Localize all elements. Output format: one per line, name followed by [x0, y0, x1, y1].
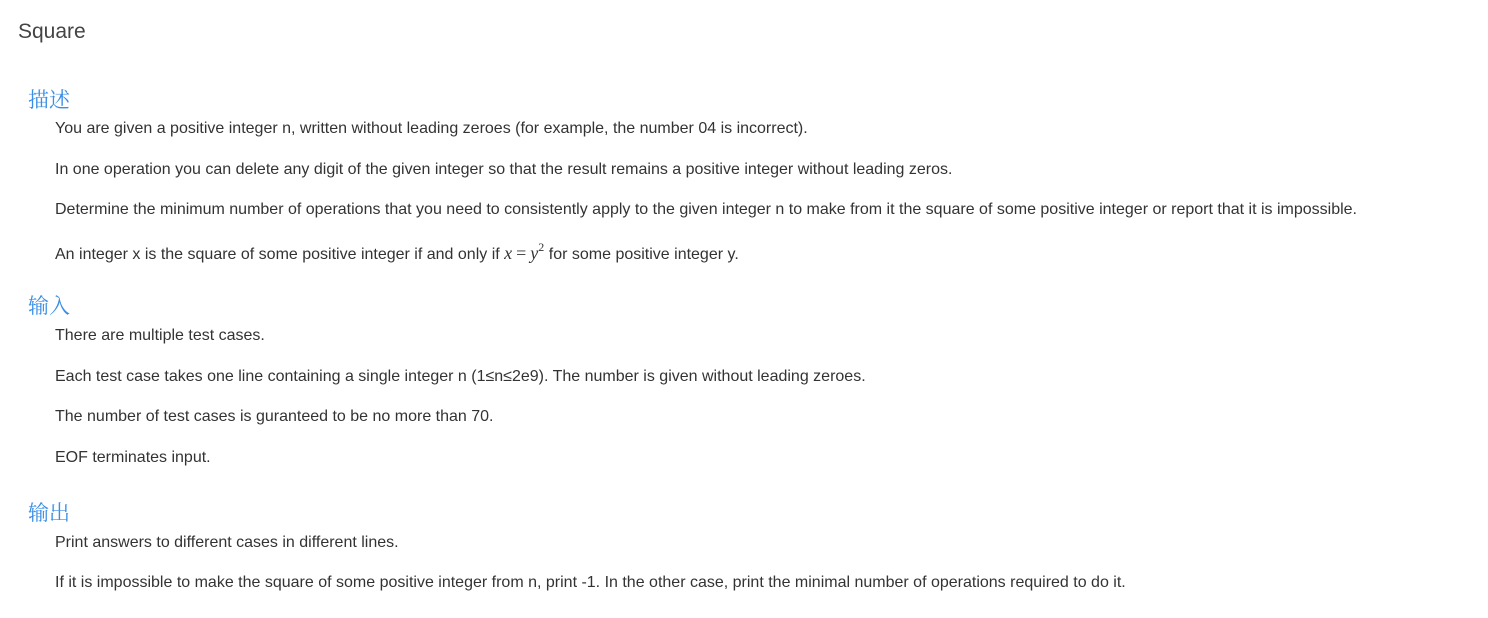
- page-title: Square: [18, 20, 86, 43]
- input-paragraph: The number of test cases is guranteed to be no more than 70.: [55, 408, 494, 425]
- output-paragraph: If it is impossible to make the square of some positive integer from n, print -1. In the other case, print the minimal number of operations required to do it.: [55, 574, 1126, 591]
- description-paragraph: In one operation you can delete any digit of the given integer so that the result remains a positive integer without leading zeros.: [55, 161, 953, 178]
- math-variable: y: [530, 243, 539, 263]
- description-paragraph: [55, 240, 739, 264]
- math-formula: [504, 240, 545, 263]
- description-heading: 描述: [28, 88, 70, 112]
- description-paragraph: You are given a positive integer n, written without leading zeroes (for example, the number 04 is incorrect).: [55, 120, 808, 137]
- output-heading: 输出: [28, 501, 70, 525]
- math-operator: =: [516, 243, 527, 263]
- input-paragraph: EOF terminates input.: [55, 449, 211, 466]
- math-variable: x: [504, 243, 513, 263]
- description-text: An integer x is the square of some positive integer if and only if: [55, 246, 500, 263]
- description-paragraph: Determine the minimum number of operations that you need to consistently apply to the given integer n to make from it the square of some positive integer or report that it is impossible.: [55, 201, 1357, 218]
- input-paragraph: There are multiple test cases.: [55, 327, 265, 344]
- description-text: for some positive integer y.: [548, 246, 739, 263]
- input-heading: 输入: [28, 294, 70, 318]
- math-exponent: 2: [538, 240, 545, 254]
- output-paragraph: Print answers to different cases in different lines.: [55, 534, 399, 551]
- input-paragraph: Each test case takes one line containing a single integer n (1≤n≤2e9). The number is given without leading zeroes.: [55, 368, 866, 385]
